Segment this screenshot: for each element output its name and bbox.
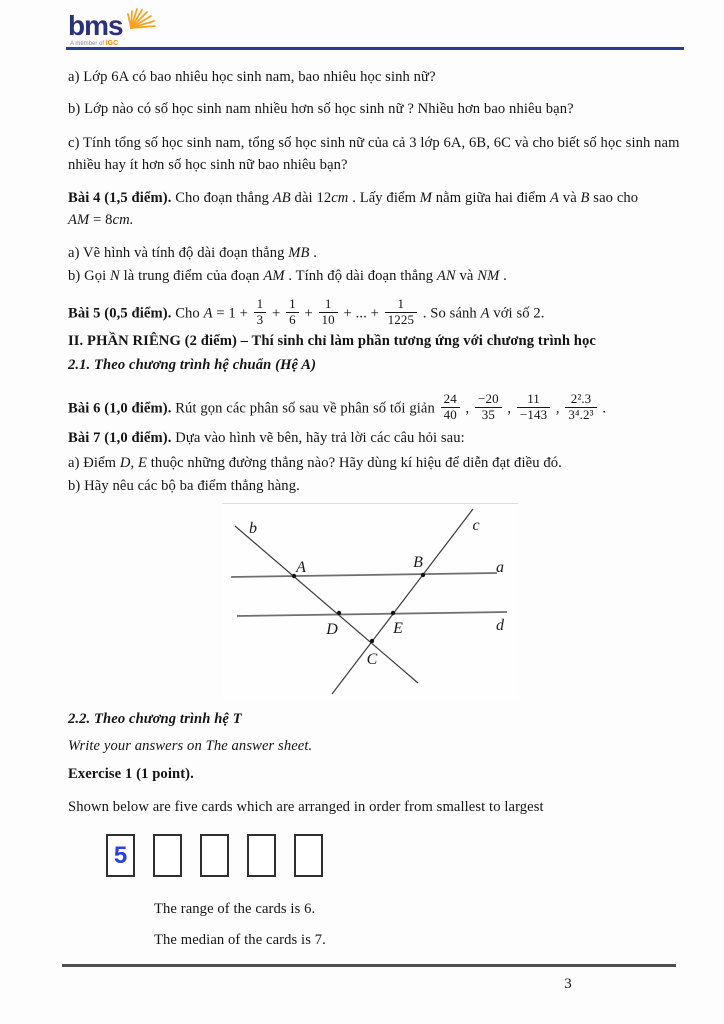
- paragraph-bai4-line2: AM = 8cm.: [68, 212, 134, 228]
- write-note: Write your answers on The answer sheet.: [68, 738, 313, 754]
- paragraph-bai4-line1: Bài 4 (1,5 điểm). Cho đoạn thẳng AB dài 12cm . Lấy điểm M nằm giữa hai điểm A và B sao cho: [68, 190, 639, 206]
- figure-label-C: C: [366, 651, 378, 668]
- paragraph-bai5: Bài 5 (0,5 điểm). Cho A = 1 + $\frac{1}{3}$ + $\frac{1}{6}$ + $\frac{1}{10}$ + ... + $\frac{1}{1225}$ . So sánh A với số 2.: [68, 296, 545, 327]
- sunburst-icon: [124, 4, 158, 39]
- figure-label-c: c: [472, 517, 480, 534]
- paragraph-q3a: a) Lớp 6A có bao nhiêu học sinh nam, bao nhiêu học sinh nữ?: [68, 69, 436, 85]
- point-B: [421, 573, 425, 577]
- bms-logo-text: bms: [68, 10, 123, 41]
- card-1-value-5: 5: [106, 834, 135, 877]
- line-c: [332, 509, 473, 694]
- fraction: $\frac{-20}{35}$: [475, 392, 502, 422]
- section-2-1-heading: 2.1. Theo chương trình hệ chuẩn (Hệ A): [68, 357, 317, 373]
- footer-rule: [62, 964, 676, 967]
- point-C: [370, 639, 374, 643]
- fraction: $\frac{1}{1225}$: [385, 297, 417, 327]
- paragraph-bai7: Bài 7 (1,0 điểm). Dựa vào hình vẽ bên, hãy trả lời các câu hỏi sau:: [68, 430, 465, 446]
- header-rule: [66, 47, 684, 50]
- line-b: [235, 526, 418, 683]
- figure-label-D: D: [326, 621, 338, 638]
- geometry-figure: [222, 503, 518, 700]
- section-2-2-heading: 2.2. Theo chương trình hệ T: [68, 711, 242, 727]
- exercise-1-heading: Exercise 1 (1 point).: [68, 766, 194, 782]
- figure-label-d: d: [496, 617, 504, 634]
- figure-label-E: E: [393, 620, 403, 637]
- range-line: The range of the cards is 6.: [154, 901, 316, 917]
- line-a: [231, 573, 497, 577]
- paragraph-q3c-line1: c) Tính tổng số học sinh nam, tổng số học sinh nữ của cả 3 lớp 6A, 6B, 6C và cho biết số học sinh nam: [68, 135, 680, 151]
- paragraph-shown: Shown below are five cards which are arranged in order from smallest to largest: [68, 799, 544, 815]
- card-3-blank: [200, 834, 229, 877]
- fraction: $\frac{1}{6}$: [286, 297, 299, 327]
- paragraph-bai7a: a) Điểm D, E thuộc những đường thẳng nào? Hãy dùng kí hiệu để diễn đạt điều đó.: [68, 455, 562, 471]
- fraction: $\frac{1}{10}$: [319, 297, 338, 327]
- cards-row: [106, 834, 323, 877]
- figure-label-a: a: [496, 559, 504, 576]
- figure-label-B: B: [413, 554, 423, 571]
- paragraph-bai6: Bài 6 (1,0 điểm). Rút gọn các phân số sau về phân số tối giản $\frac{24}{40}$ , $\frac{-20}{35}$ , $\frac{11}{-143}$ , $\frac{\text{2².3}}{\text{3⁴.2³}}$ .: [68, 391, 607, 422]
- paragraph-q3c-line2: nhiều hay ít hơn số học sinh nữ bao nhiêu bạn?: [68, 157, 348, 173]
- paragraph-q3b: b) Lớp nào có số học sinh nam nhiều hơn số học sinh nữ ? Nhiều hơn bao nhiêu bạn?: [68, 101, 574, 117]
- card-2-blank: [153, 834, 182, 877]
- figure-label-b: b: [249, 520, 257, 537]
- figure-label-A: A: [296, 559, 306, 576]
- fraction: $\frac{24}{40}$: [441, 392, 460, 422]
- tagline-prefix: A member of: [70, 41, 105, 47]
- page-number: 3: [564, 976, 572, 992]
- tagline-org: IGC: [105, 40, 119, 47]
- card-5-blank: [294, 834, 323, 877]
- fraction: $\frac{1}{3}$: [254, 297, 267, 327]
- paragraph-bai4a: a) Vẽ hình và tính độ dài đoạn thẳng MB .: [68, 245, 318, 261]
- card-4-blank: [247, 834, 276, 877]
- point-D: [337, 611, 341, 615]
- paragraph-bai4b: b) Gọi N là trung điểm của đoạn AM . Tính độ dài đoạn thẳng AN và NM .: [68, 268, 507, 284]
- fraction: $\frac{\text{2².3}}{\text{3⁴.2³}}$: [565, 392, 596, 422]
- line-d: [237, 612, 507, 616]
- fraction: $\frac{11}{-143}$: [517, 392, 550, 422]
- bms-logo: [68, 8, 178, 46]
- median-line: The median of the cards is 7.: [154, 932, 326, 948]
- section-2-heading: II. PHẦN RIÊNG (2 điểm) – Thí sinh chỉ làm phần tương ứng với chương trình học: [68, 333, 596, 349]
- paragraph-bai7b: b) Hãy nêu các bộ ba điểm thẳng hàng.: [68, 478, 300, 494]
- point-E: [391, 611, 395, 615]
- logo-tagline: [70, 40, 118, 47]
